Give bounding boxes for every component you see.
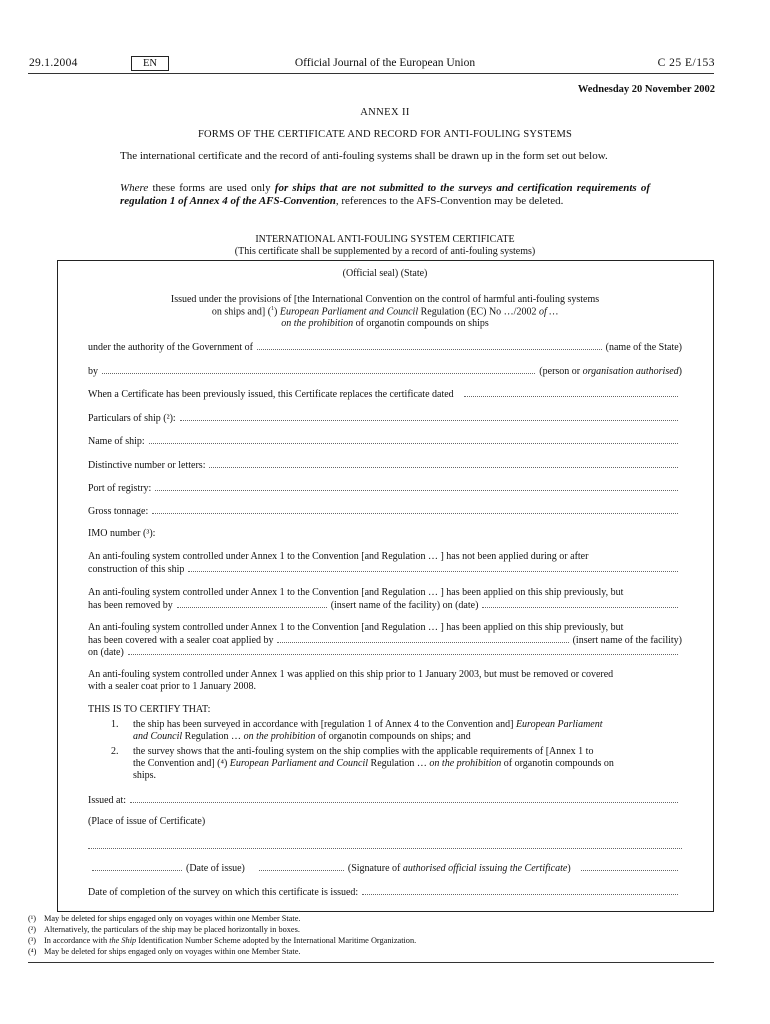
intro-text-b: , references to the AFS-Convention may be deleted. xyxy=(335,195,564,207)
footnote-2-text: Alternatively, the particulars of the ship may be placed horizontally in boxes. xyxy=(44,925,300,934)
by-label: by xyxy=(88,366,98,377)
footnote-1-mark: (¹) xyxy=(28,914,37,923)
gross-label: Gross tonnage: xyxy=(88,506,149,517)
header-divider xyxy=(28,73,714,74)
signature-blank-2 xyxy=(581,862,678,871)
afs-3-blank-2 xyxy=(128,646,678,655)
signature-ital: authorised official issuing the Certificate xyxy=(402,863,568,874)
footnote-3-mark: (³) xyxy=(28,936,37,945)
afs-3-date-field xyxy=(88,646,682,658)
authority-blank xyxy=(257,341,602,350)
distinctive-blank xyxy=(209,459,678,468)
item-2-text xyxy=(133,746,683,782)
afs-2-line2a: has been removed by xyxy=(88,600,173,611)
authority-suffix: (name of the State) xyxy=(605,342,682,353)
afs-2-blank-1 xyxy=(177,599,327,608)
ship-name-blank xyxy=(149,435,678,444)
issued-l3: of organotin compounds on ships xyxy=(353,318,489,329)
issued-at-label: Issued at: xyxy=(88,795,127,806)
authority-label: under the authority of the Government of xyxy=(88,342,253,353)
replaces-label: When a Certificate has been previously issued, this Certificate replaces the certificate dated xyxy=(88,389,454,400)
forms-title: FORMS OF THE CERTIFICATE AND RECORD FOR ANTI-FOULING SYSTEMS xyxy=(197,129,573,140)
issued-l2c: Regulation (EC) No …/2002 xyxy=(418,306,539,318)
distinctive-field xyxy=(88,459,682,471)
by-suffix-a: (person or xyxy=(539,366,583,377)
journal-header xyxy=(0,55,770,73)
afs-3-line2a: has been covered with a sealer coat applied by xyxy=(88,635,274,646)
issued-l2a: on ships and] ( xyxy=(211,306,272,318)
afs-1-line2: construction of this ship xyxy=(88,564,185,575)
by-blank xyxy=(102,365,535,374)
port-label: Port of registry: xyxy=(88,483,152,494)
item-1-number: 1. xyxy=(111,719,119,730)
gross-blank xyxy=(152,505,678,514)
gross-field xyxy=(88,505,682,517)
intro-bold: for ships that are not submitted to the surveys and certification requirements of regulation 1 of Annex 4 of the AFS-Convention xyxy=(120,182,650,207)
completion-field xyxy=(88,886,682,898)
intro-paragraph-2 xyxy=(120,182,650,208)
port-field xyxy=(88,482,682,494)
signature-b: ) xyxy=(567,863,571,874)
signature-label xyxy=(348,863,571,874)
afs-2-line1: An anti-fouling system controlled under Annex 1 to the Convention [and Regulation … ] has been applied on this ship previously, but xyxy=(88,587,624,598)
item-1-ital: European Parliament xyxy=(515,719,603,730)
date-blank xyxy=(92,862,182,871)
by-suffix-ital: organisation authorised xyxy=(582,366,679,377)
ship-name-field xyxy=(88,435,682,447)
footnote-2 xyxy=(28,925,300,935)
footnote-3-text-b: Identification Number Scheme adopted by the International Maritime Organization. xyxy=(136,936,417,945)
footnote-3-ital: the Ship xyxy=(109,936,137,945)
afs-2-blank-2 xyxy=(482,599,678,608)
date-signature-field xyxy=(88,862,682,874)
afs-4-line1: An anti-fouling system controlled under Annex 1 was applied on this ship prior to 1 January 2003, but must be removed or covered xyxy=(88,669,614,680)
footnote-4 xyxy=(28,947,300,957)
footnote-3-text-a: In accordance with xyxy=(44,936,110,945)
by-suffix-b: ) xyxy=(678,366,682,377)
afs-3-field xyxy=(88,634,682,646)
by-field xyxy=(88,365,682,377)
afs-2-field xyxy=(88,599,682,611)
completion-label: Date of completion of the survey on which this certificate is issued: xyxy=(88,887,359,898)
particulars-field xyxy=(88,412,682,424)
official-seal: (Official seal) (State) xyxy=(342,268,428,279)
by-suffix xyxy=(539,366,682,377)
footnote-3 xyxy=(28,936,416,946)
issued-under-line3 xyxy=(0,318,770,329)
item-2-number: 2. xyxy=(111,746,119,757)
afs-3-line3: on (date) xyxy=(88,647,124,658)
completion-blank xyxy=(362,886,678,895)
intro-where: Where xyxy=(120,182,149,194)
language-badge: EN xyxy=(131,56,169,71)
afs-1-line1: An anti-fouling system controlled under Annex 1 to the Convention [and Regulation … ] has not been applied during or after xyxy=(88,551,589,562)
footnote-1 xyxy=(28,914,300,924)
sitting-date: Wednesday 20 November 2002 xyxy=(577,84,715,95)
particulars-blank xyxy=(180,412,678,421)
footer-divider xyxy=(28,962,714,963)
item-2-d: of organotin compounds on xyxy=(501,758,614,769)
issued-l2b: ) xyxy=(274,306,280,318)
place-blank xyxy=(88,840,682,849)
signature-blank-1 xyxy=(259,862,344,871)
replaces-blank xyxy=(464,388,678,397)
item-1-b-ital: and Council xyxy=(133,731,183,742)
page-reference: C 25 E/153 xyxy=(657,57,715,69)
afs-1-field xyxy=(88,563,682,575)
intro-text-a: these forms are used only xyxy=(148,182,275,194)
afs-3-line1: An anti-fouling system controlled under Annex 1 to the Convention [and Regulation … ] has been applied on this ship previously, but xyxy=(88,622,624,633)
item-2-e: ships. xyxy=(133,770,157,781)
certify-heading: THIS IS TO CERTIFY THAT: xyxy=(88,704,211,715)
issued-at-blank xyxy=(130,794,678,803)
issued-under-line2 xyxy=(0,306,770,317)
item-2-c: Regulation … xyxy=(368,758,430,769)
journal-date: 29.1.2004 xyxy=(29,57,78,69)
item-2-a: the survey shows that the anti-fouling system on the ship complies with the applicable requirements of [Annex 1 to xyxy=(133,746,594,757)
item-1-b: Regulation … xyxy=(182,731,244,742)
certificate-subtitle: (This certificate shall be supplemented by a record of anti-fouling systems) xyxy=(234,246,536,257)
particulars-label: Particulars of ship (²): xyxy=(88,413,176,424)
issued-sup: 1 xyxy=(271,306,275,312)
place-of-issue: (Place of issue of Certificate) xyxy=(88,816,206,827)
place-blank-line xyxy=(88,840,682,849)
certificate-box xyxy=(57,260,714,912)
item-2-b: the Convention and] (⁴) xyxy=(133,758,230,769)
port-blank xyxy=(155,482,678,491)
item-1-a: the ship has been surveyed in accordance with [regulation 1 of Annex 4 to the Convention and] xyxy=(133,719,516,730)
ship-name-label: Name of ship: xyxy=(88,436,145,447)
annex-title: ANNEX II xyxy=(360,107,410,118)
issued-at-field xyxy=(88,794,682,806)
afs-3-line2b: (insert name of the facility) xyxy=(572,635,682,646)
distinctive-label: Distinctive number or letters: xyxy=(88,460,206,471)
journal-title: Official Journal of the European Union xyxy=(294,57,476,69)
item-1-c: of organotin compounds on ships; and xyxy=(315,731,471,742)
imo-label: IMO number (³): xyxy=(88,528,156,539)
footnote-4-text: May be deleted for ships engaged only on voyages within one Member State. xyxy=(44,947,301,956)
issued-l2-ital: European Parliament and Council xyxy=(279,306,419,318)
item-2-ital2: on the prohibition xyxy=(429,758,502,769)
certificate-title: INTERNATIONAL ANTI-FOULING SYSTEM CERTIFICATE xyxy=(255,234,515,245)
replaces-field xyxy=(88,388,682,400)
afs-4-line2: with a sealer coat prior to 1 January 2008. xyxy=(88,681,257,692)
afs-2-line2b: (insert name of the facility) on (date) xyxy=(330,600,479,611)
item-1-b-ital2: on the prohibition xyxy=(243,731,316,742)
item-1-text xyxy=(133,719,683,743)
footnote-2-mark: (²) xyxy=(28,925,37,934)
issued-under-line1: Issued under the provisions of [the International Convention on the control of harmful anti-fouling systems xyxy=(170,294,600,305)
afs-3-blank-1 xyxy=(277,634,568,643)
item-2-ital: European Parliament and Council xyxy=(229,758,369,769)
signature-a: (Signature of xyxy=(347,863,403,874)
issued-l2-ital2: of … xyxy=(538,306,559,318)
footnote-4-mark: (⁴) xyxy=(28,947,37,956)
date-of-issue-label: (Date of issue) xyxy=(186,863,245,874)
afs-1-blank xyxy=(188,563,678,572)
authority-field xyxy=(88,341,682,353)
issued-l3-ital: on the prohibition xyxy=(281,318,354,329)
footnote-1-text: May be deleted for ships engaged only on voyages within one Member State. xyxy=(44,914,301,923)
intro-paragraph: The international certificate and the record of anti-fouling systems shall be drawn up in the form set out below. xyxy=(120,150,608,162)
